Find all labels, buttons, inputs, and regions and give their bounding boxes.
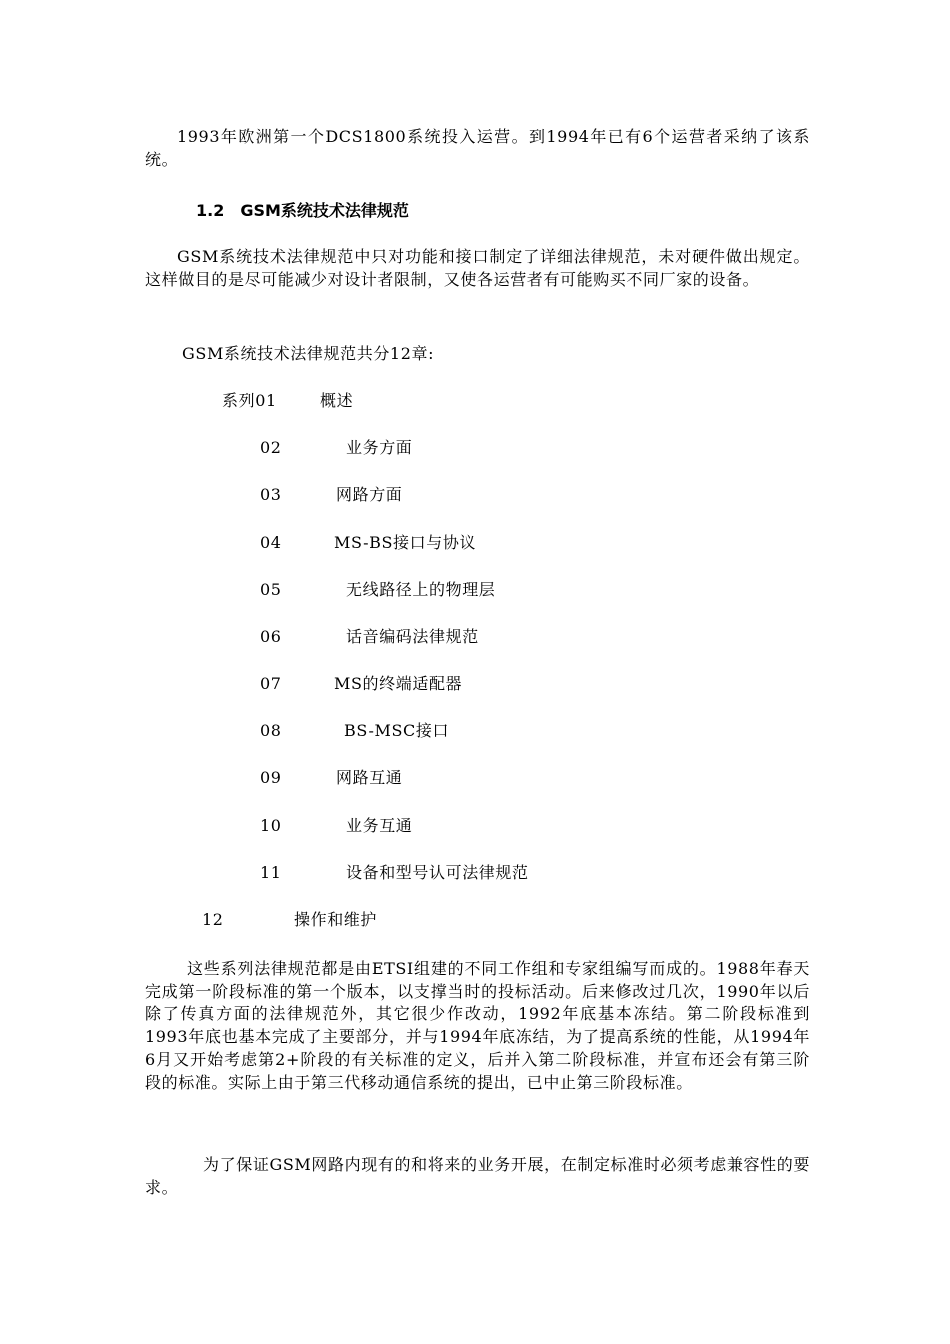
series-code: 03: [260, 485, 282, 504]
series-item: [260, 626, 479, 648]
series-item: [260, 862, 529, 884]
series-item: [222, 390, 354, 412]
paragraph-chapter-count: GSM系统技术法律规范共分12章:: [182, 344, 435, 363]
section-title: GSM系统技术法律规范: [240, 201, 409, 220]
series-code: 07: [260, 674, 282, 693]
series-title: 设备和型号认可法律规范: [346, 863, 529, 882]
paragraph-etsi-history: 这些系列法律规范都是由ETSI组建的不同工作组和专家组编写而成的。1988年春天完成第一阶段标准的第一个版本，以支撑当时的投标活动。后来修改过几次，1990年以后除了传真方面的法律规范外，其它很少作改动，1992年底基本冻结。第二阶段标准到1993年底也基本完成了主要部分，并与1994年底冻结，为了提高系统的性能，从1994年6月又开始考虑第2+阶段的有关标准的定义，后并入第二阶段标准，并宣布还会有第三阶段的标准。实际上由于第三代移动通信系统的提出，已中止第三阶段标准。: [145, 959, 810, 1092]
series-prefix: 系列: [222, 391, 256, 410]
series-title: 操作和维护: [294, 910, 378, 929]
series-title: 业务方面: [346, 438, 413, 457]
series-code: 04: [260, 533, 282, 552]
series-item: [260, 673, 463, 695]
series-code: 06: [260, 627, 282, 646]
series-item: [260, 437, 413, 459]
paragraph-dcs1800: 1993年欧洲第一个DCS1800系统投入运营。到1994年已有6个运营者采纳了该系统。: [145, 127, 810, 169]
series-code: 02: [260, 438, 282, 457]
series-code: 08: [260, 721, 282, 740]
series-title: 无线路径上的物理层: [346, 580, 496, 599]
series-item: [260, 720, 450, 742]
series-item: [202, 909, 378, 931]
series-code: 01: [255, 391, 277, 410]
series-title: 业务互通: [346, 816, 413, 835]
series-code: 10: [260, 816, 282, 835]
section-heading: [196, 199, 409, 223]
series-item: [260, 532, 477, 554]
series-code: 05: [260, 580, 282, 599]
series-item: [260, 767, 403, 789]
series-title: 话音编码法律规范: [346, 627, 479, 646]
series-code: 11: [260, 863, 282, 882]
series-item: [260, 484, 403, 506]
series-title: MS-BS接口与协议: [334, 533, 477, 552]
series-item: [260, 815, 413, 837]
series-title: MS的终端适配器: [334, 674, 463, 693]
paragraph-compatibility: 为了保证GSM网路内现有的和将来的业务开展，在制定标准时必须考虑兼容性的要求。: [145, 1155, 810, 1197]
series-item: [260, 579, 496, 601]
paragraph-spec-intro: GSM系统技术法律规范中只对功能和接口制定了详细法律规范，未对硬件做出规定。这样做目的是尽可能减少对设计者限制，又使各运营者有可能购买不同厂家的设备。: [145, 247, 810, 289]
series-title: 网路方面: [336, 485, 403, 504]
section-number: 1.2: [196, 201, 225, 220]
series-title: 网路互通: [336, 768, 403, 787]
series-code: 12: [202, 910, 224, 929]
series-code: 09: [260, 768, 282, 787]
series-title: BS-MSC接口: [344, 721, 450, 740]
series-title: 概述: [320, 391, 354, 410]
